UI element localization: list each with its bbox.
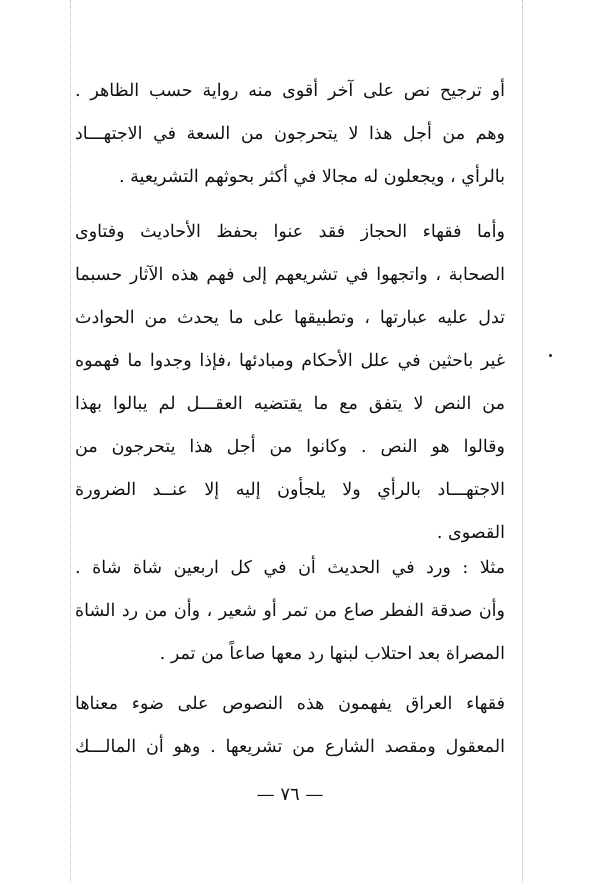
- text-line: الاجتهـــاد بالرأي ولا يلجأون إليه إلا عنــد الضرورة: [75, 480, 505, 500]
- text-line: المعقول ومقصد الشارع من تشريعها . وهو أن المالـــك: [75, 737, 505, 757]
- scan-margin-line-left: [70, 0, 71, 882]
- paragraph-3: [75, 547, 505, 676]
- scan-margin-line-right: [522, 0, 523, 882]
- text-line: وأما فقهاء الحجاز فقد عنوا بحفظ الأحاديث وفتاوى: [75, 222, 505, 242]
- text-line: فقهاء العراق يفهمون هذه النصوص على ضوء معناها: [75, 694, 505, 714]
- text-line: مثلا : ورد في الحديث أن في كل اربعين شاة شاة .: [75, 558, 505, 578]
- text-line: الصحابة ، واتجهوا في تشريعهم إلى فهم هذه الآثار حسبما: [75, 265, 505, 285]
- text-line: القصوى .: [436, 523, 505, 543]
- text-line: وقالوا هو النص . وكانوا من أجل هذا يتحرجون من: [75, 437, 505, 457]
- text-line: وأن صدقة الفطر صاع من تمر أو شعير ، وأن من رد الشاة: [75, 601, 505, 621]
- paragraph-4: [75, 683, 505, 769]
- text-line: وهم من أجل هذا لا يتحرجون من السعة في الاجتهـــاد: [75, 124, 505, 144]
- text-line: بالرأي ، ويجعلون له مجالا في أكثر بحوثهم التشريعية .: [118, 167, 505, 187]
- scan-speck: [549, 354, 552, 357]
- text-line: المصراة بعد احتلاب لبنها رد معها صاعاً من تمر .: [159, 644, 505, 664]
- paragraph-2: [75, 211, 505, 555]
- paragraph-1: [75, 70, 505, 199]
- text-line: تدل عليه عبارتها ، وتطبيقها على ما يحدث من الحوادث: [75, 308, 505, 328]
- text-line: غير باحثين في علل الأحكام ومبادئها ،فإذا وجدوا ما فهموه: [75, 351, 505, 371]
- page-number: — ٧٦ —: [256, 784, 324, 805]
- text-line: أو ترجيح نص على آخر أقوى منه رواية حسب الظاهر .: [75, 81, 505, 101]
- text-line: من النص لا يتفق مع ما يقتضيه العقـــل لم يبالوا بهذا: [75, 394, 505, 414]
